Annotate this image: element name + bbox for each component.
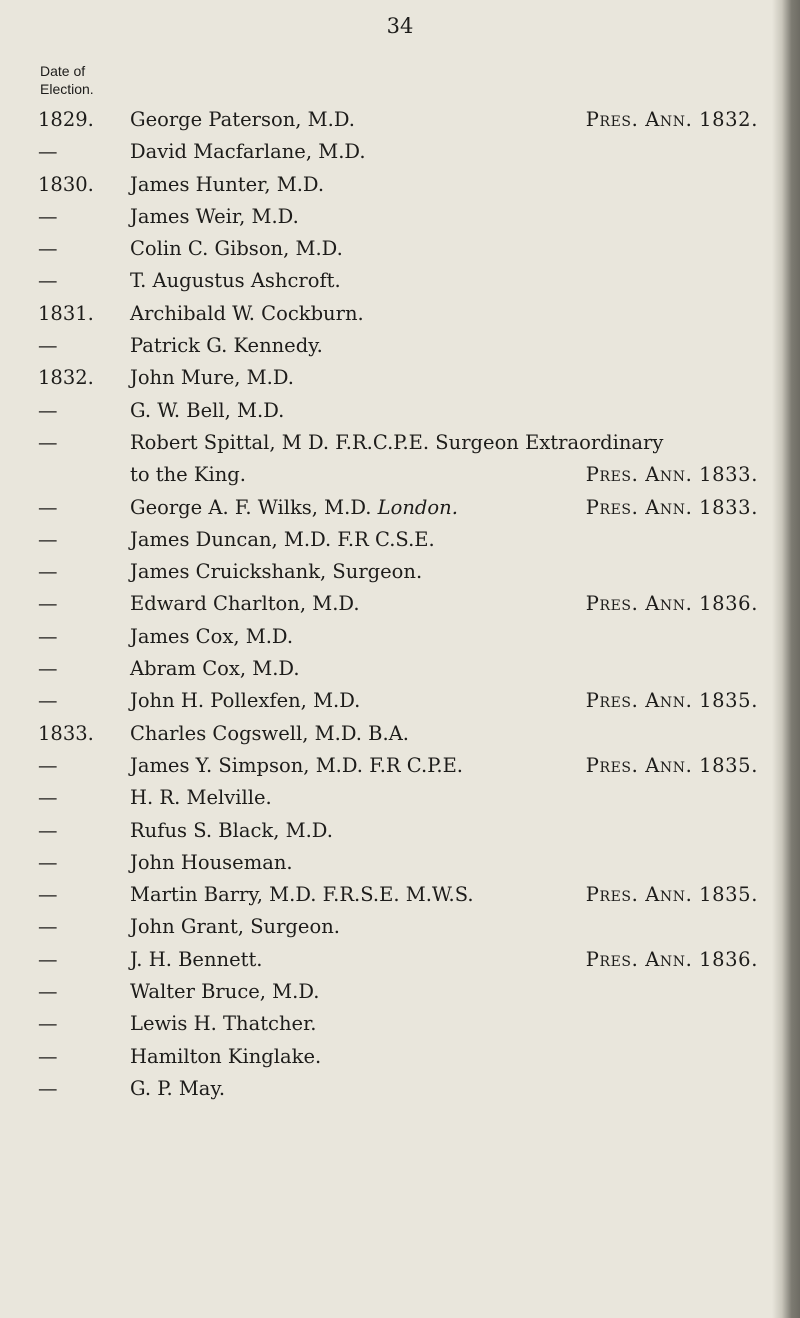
- list-item: [0, 169, 800, 201]
- member-name-text: Hamilton Kinglake.: [130, 1044, 322, 1068]
- member-name: [130, 136, 366, 168]
- member-name-text: James Y. Simpson, M.D. F.R C.P.E.: [130, 753, 464, 777]
- election-year: —: [38, 204, 58, 228]
- election-year: —: [38, 947, 58, 971]
- column-header-line-2: Election.: [40, 81, 94, 97]
- member-name-text: James Hunter, M.D.: [130, 172, 325, 196]
- election-year: —: [38, 1076, 58, 1100]
- member-name-text: James Cox, M.D.: [130, 624, 294, 648]
- member-name: [130, 1008, 316, 1040]
- list-item: [0, 1008, 800, 1040]
- list-item: [0, 847, 800, 879]
- member-location: London.: [377, 495, 458, 519]
- presidency-note: Pres. Ann. 1835.: [585, 883, 758, 907]
- election-year: —: [38, 1044, 58, 1068]
- column-header: [40, 62, 94, 98]
- list-item: [0, 492, 800, 524]
- list-item: [0, 685, 800, 717]
- member-name-text: John Houseman.: [130, 850, 293, 874]
- list-item: [0, 1041, 800, 1073]
- member-name-text: John Grant, Surgeon.: [130, 915, 340, 939]
- election-year: 1833.: [38, 721, 94, 745]
- member-name-text: George Paterson, M.D.: [130, 108, 355, 131]
- presidency-note: Pres. Ann. 1835.: [585, 753, 758, 777]
- member-name-text: Martin Barry, M.D. F.R.S.E. M.W.S.: [130, 883, 474, 907]
- presidency-note: Pres. Ann. 1833.: [585, 495, 758, 519]
- member-name-text: Lewis H. Thatcher.: [130, 1012, 317, 1036]
- member-name-text: Walter Bruce, M.D.: [130, 980, 320, 1004]
- list-item: [0, 944, 800, 976]
- list-item: [0, 750, 800, 782]
- member-name-text: Archibald W. Cockburn.: [130, 301, 364, 325]
- member-name-text: James Weir, M.D.: [130, 204, 299, 228]
- presidency-note: Pres. Ann. 1833.: [585, 463, 758, 487]
- election-year: —: [38, 430, 58, 454]
- member-name-text: Rufus S. Black, M.D.: [130, 818, 333, 842]
- election-year: —: [38, 269, 58, 293]
- list-item: [0, 653, 800, 685]
- member-name-text: G. W. Bell, M.D.: [130, 398, 285, 422]
- election-year: 1829.: [38, 108, 94, 131]
- election-year: —: [38, 495, 58, 519]
- member-name: [130, 879, 474, 911]
- election-year: —: [38, 850, 58, 874]
- member-name-text: Colin C. Gibson, M.D.: [130, 237, 343, 261]
- list-item: [0, 1073, 800, 1105]
- member-name: [130, 427, 663, 459]
- election-year: —: [38, 980, 58, 1004]
- election-year: —: [38, 527, 58, 551]
- election-year: 1831.: [38, 301, 94, 325]
- list-item: [0, 265, 800, 297]
- member-name: [130, 169, 324, 201]
- member-name: [130, 298, 364, 330]
- election-year: —: [38, 657, 58, 681]
- member-name: [130, 492, 458, 524]
- election-year: —: [38, 1012, 58, 1036]
- member-name: [130, 750, 463, 782]
- member-name: [130, 782, 272, 814]
- list-item: [0, 427, 800, 459]
- member-name-text: James Duncan, M.D. F.R C.S.E.: [130, 527, 435, 551]
- election-year: —: [38, 624, 58, 648]
- member-name: [130, 362, 294, 394]
- member-list: [0, 104, 800, 1105]
- list-item: [0, 524, 800, 556]
- member-name-text: Patrick G. Kennedy.: [130, 334, 323, 358]
- list-item: [0, 233, 800, 265]
- election-year: —: [38, 398, 58, 422]
- list-item: [0, 104, 800, 136]
- presidency-note: Pres. Ann. 1832.: [585, 108, 758, 131]
- presidency-note: Pres. Ann. 1835.: [585, 689, 758, 713]
- election-year: —: [38, 915, 58, 939]
- list-item: [0, 879, 800, 911]
- list-item: [0, 556, 800, 588]
- election-year: —: [38, 140, 58, 164]
- presidency-note: Pres. Ann. 1836.: [585, 592, 758, 616]
- member-name: [130, 847, 293, 879]
- list-item: [0, 298, 800, 330]
- member-name: [130, 685, 360, 717]
- member-name: [130, 524, 435, 556]
- member-name: [130, 815, 333, 847]
- member-name: [130, 233, 343, 265]
- list-item: [0, 459, 800, 491]
- member-name: [130, 459, 246, 491]
- list-item: [0, 815, 800, 847]
- presidency-note: Pres. Ann. 1836.: [585, 947, 758, 971]
- member-name-text: Abram Cox, M.D.: [130, 657, 300, 681]
- member-name-text: John H. Pollexfen, M.D.: [130, 689, 361, 713]
- list-item: [0, 976, 800, 1008]
- election-year: —: [38, 334, 58, 358]
- list-item: [0, 782, 800, 814]
- member-name-text: T. Augustus Ashcroft.: [130, 269, 341, 293]
- list-item: [0, 395, 800, 427]
- member-name-text: James Cruickshank, Surgeon.: [130, 560, 423, 584]
- member-name-text: to the King.: [130, 463, 246, 487]
- member-name-text: H. R. Melville.: [130, 786, 272, 810]
- list-item: [0, 201, 800, 233]
- column-header-line-1: Date of: [40, 63, 86, 79]
- member-name: [130, 653, 300, 685]
- member-name: [130, 104, 355, 136]
- list-item: [0, 136, 800, 168]
- member-name: [130, 201, 299, 233]
- election-year: —: [38, 560, 58, 584]
- list-item: [0, 718, 800, 750]
- member-name-text: Edward Charlton, M.D.: [130, 592, 360, 616]
- list-item: [0, 330, 800, 362]
- list-item: [0, 588, 800, 620]
- member-name: [130, 395, 284, 427]
- member-name: [130, 556, 422, 588]
- member-name: [130, 1041, 321, 1073]
- member-name-text: David Macfarlane, M.D.: [130, 140, 366, 164]
- member-name: [130, 1073, 225, 1105]
- member-name-text: Charles Cogswell, M.D. B.A.: [130, 721, 409, 745]
- page-number: 34: [386, 14, 414, 38]
- member-name-text: J. H. Bennett.: [130, 947, 263, 971]
- member-name: [130, 330, 323, 362]
- member-name-text: G. P. May.: [130, 1076, 226, 1100]
- member-name: [130, 621, 293, 653]
- election-year: —: [38, 753, 58, 777]
- member-name-text: George A. F. Wilks, M.D.: [130, 495, 372, 519]
- list-item: [0, 362, 800, 394]
- member-name: [130, 718, 409, 750]
- election-year: 1832.: [38, 366, 94, 390]
- election-year: —: [38, 818, 58, 842]
- list-item: [0, 621, 800, 653]
- list-item: [0, 911, 800, 943]
- member-name: [130, 265, 341, 297]
- election-year: —: [38, 592, 58, 616]
- election-year: —: [38, 237, 58, 261]
- election-year: 1830.: [38, 172, 94, 196]
- election-year: —: [38, 689, 58, 713]
- member-name-text: Robert Spittal, M D. F.R.C.P.E. Surgeon Extraordinary: [130, 430, 664, 454]
- member-name: [130, 588, 360, 620]
- member-name: [130, 911, 340, 943]
- election-year: —: [38, 883, 58, 907]
- member-name: [130, 944, 263, 976]
- member-name-text: John Mure, M.D.: [130, 366, 294, 390]
- election-year: —: [38, 786, 58, 810]
- member-name: [130, 976, 319, 1008]
